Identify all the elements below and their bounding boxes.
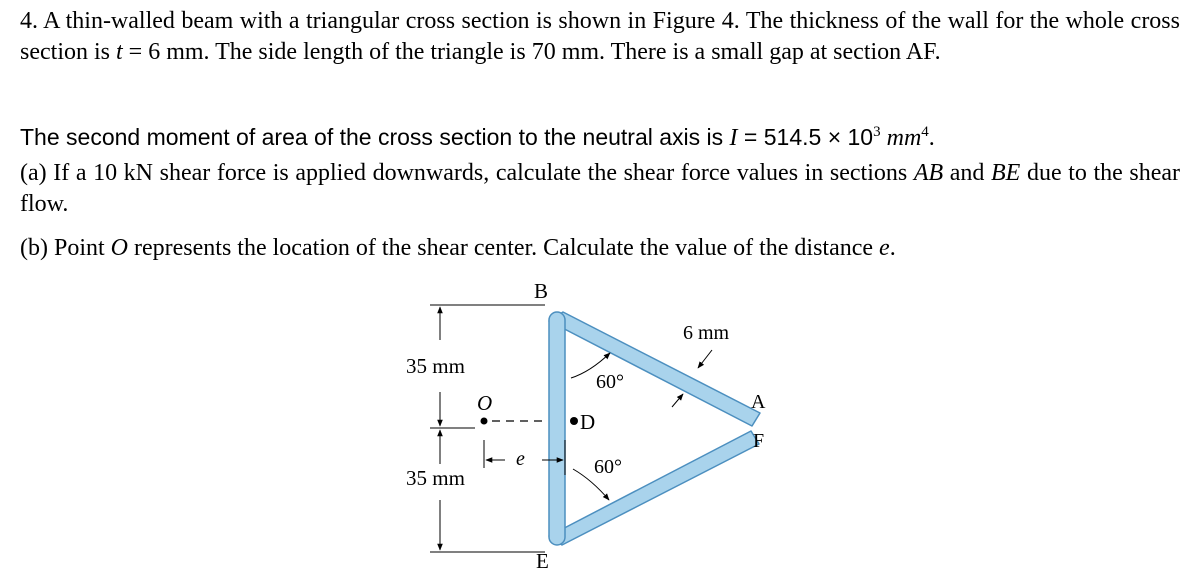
part-a — [20, 158, 1180, 220]
problem-number: 4. — [20, 8, 38, 34]
part-a-text-1: (a) If a 10 kN shear force is applied downwards, calculate the shear force values in sections — [20, 160, 914, 186]
label-o: O — [477, 391, 493, 415]
cross-section-figure — [400, 276, 780, 576]
label-a: A — [751, 391, 766, 413]
label-f: F — [753, 430, 765, 452]
thickness-symbol: t — [116, 39, 123, 65]
point-d-marker — [570, 417, 578, 425]
angle-top-label: 60° — [596, 371, 624, 393]
intro-text-1: A thin-walled beam with a triangular cross section is shown in Figure 4. The thickness of the wall for the whole cross section is — [20, 8, 1180, 65]
thickness-label: 6 mm — [683, 322, 730, 344]
dim-top-label: 35 mm — [406, 354, 465, 378]
part-b-text-2: represents the location of the shear center. Calculate the value of the distance — [128, 235, 880, 261]
wall-segment-be — [549, 312, 565, 545]
problem-intro — [20, 6, 1180, 68]
part-b-end: . — [889, 235, 896, 261]
wall-segment-fe — [549, 431, 759, 545]
label-b: B — [534, 279, 549, 303]
thickness-arrow-bottom — [672, 394, 683, 407]
point-o-marker — [481, 418, 488, 425]
section-ab: AB — [913, 160, 944, 186]
part-a-text-2: due to the shear flow. — [20, 160, 1181, 217]
moment-symbol: I — [729, 125, 738, 151]
point-o: O — [110, 235, 129, 261]
intro-text-2: = 6 mm. The side length of the triangle is 70 mm. There is a small gap at section AF. — [122, 39, 941, 65]
label-e-vertex: E — [536, 549, 549, 573]
part-b — [20, 233, 1180, 264]
moment-statement — [20, 117, 1180, 154]
label-e: e — [516, 448, 525, 470]
moment-unit: mm — [886, 125, 922, 151]
moment-unit-exponent: 4 — [921, 124, 929, 140]
distance-e: e — [879, 235, 890, 261]
moment-text-2: = 514.5 × 10 — [737, 124, 874, 150]
thickness-arrow-top — [698, 350, 712, 368]
moment-exponent: 3 — [873, 124, 881, 140]
angle-bottom-label: 60° — [594, 456, 622, 478]
dim-bottom-label: 35 mm — [406, 466, 465, 490]
section-be: BE — [991, 160, 1021, 186]
part-b-text-1: (b) Point — [20, 235, 111, 261]
moment-end: . — [928, 125, 935, 151]
label-d: D — [580, 410, 596, 434]
part-a-and: and — [943, 160, 992, 186]
moment-text-1: The second moment of area of the cross section to the neutral axis is — [20, 124, 730, 150]
